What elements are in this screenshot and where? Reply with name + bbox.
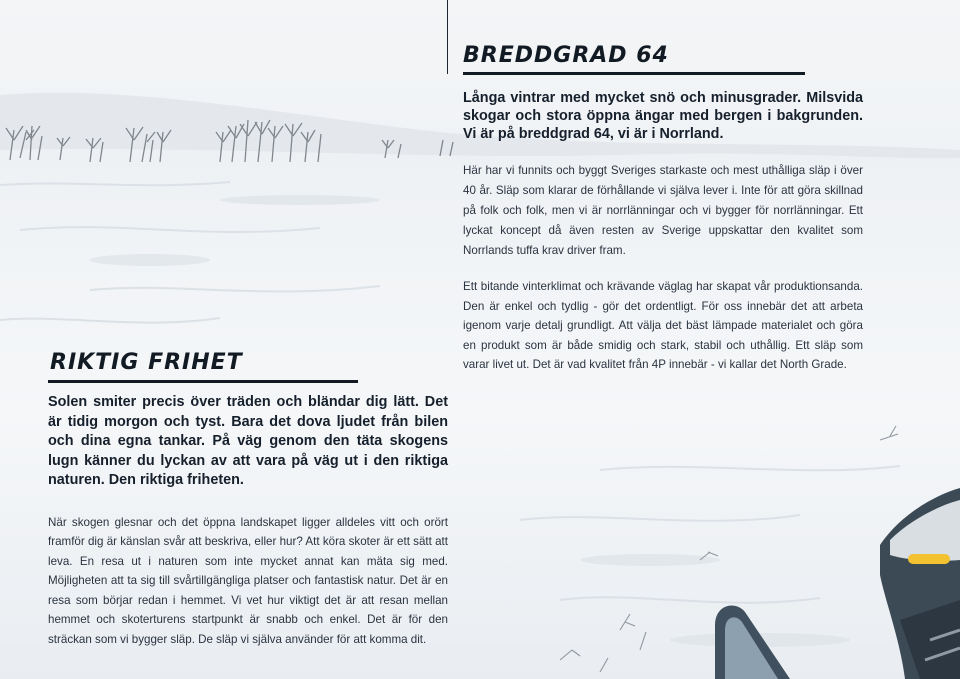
section-paragraph: Här har vi funnits och byggt Sveriges starkaste och mest uthålliga släp i över 40 år. Släp som klarar de förhållande vi själva lever i. Inte för att göra skillnad på folk och folk, men vi är norrlänningar och vi bygger för norrlänningar. Ett lyckat koncept då även resten av Sverige uppskattar den kvalitet som Norrlands tuffa krav driver fram. <box>463 164 863 257</box>
section-paragraph: När skogen glesnar och det öppna landskapet ligger alldeles vitt och orört framför dig är känslan svår att beskriva, eller hur? Att köra skoter är ett sätt att leva. En resa ut i naturen som inte mycket annat kan mäta sig med. Möjligheten att ta sig till svårtillgängliga platser och fantastisk natur. Det är en resa som börjar redan i hemmet. Vi vet hur viktigt det är att resan mellan hemmet och skoterturens startpunkt är snabb och enkel. Det är för den sträckan som vi bygger släp. De släp vi själva använder för att komma dit. <box>48 515 448 647</box>
section-riktig-frihet <box>48 349 448 650</box>
title-underline <box>463 72 805 75</box>
section-lead: Långa vintrar med mycket snö och minusgrader. Milsvida skogar och stora öppna ängar med bergen i bakgrunden. Vi är på breddgrad 64, vi är i Norrland. <box>463 90 863 142</box>
divider-line <box>447 0 448 74</box>
section-title: RIKTIG FRIHET <box>50 350 243 375</box>
title-underline <box>48 380 358 383</box>
section-breddgrad-64 <box>463 42 863 375</box>
section-title: BREDDGRAD 64 <box>463 43 669 68</box>
section-paragraph: Ett bitande vinterklimat och krävande väglag har skapat vår produktionsanda. Den är enkel och tydlig - gör det ordentligt. För oss innebär det att arbeta igenom varje detalj grundligt. Att välja det bäst lämpade materialet och göra en produkt som är både smidig och stark, stabil och uthållig. Ett släp som varar livet ut. Det är vad kvalitet från 4P innebär - vi kallar det North Grade. <box>463 280 863 372</box>
section-lead: Solen smiter precis över träden och bländar dig lätt. Det är tidig morgon och tyst. Bara det dova ljudet från bilen och dina egna tankar. På väg genom den täta skogens lugn känner du lyckan av att vara på väg ut i den riktiga naturen. Den riktiga friheten. <box>48 394 448 488</box>
